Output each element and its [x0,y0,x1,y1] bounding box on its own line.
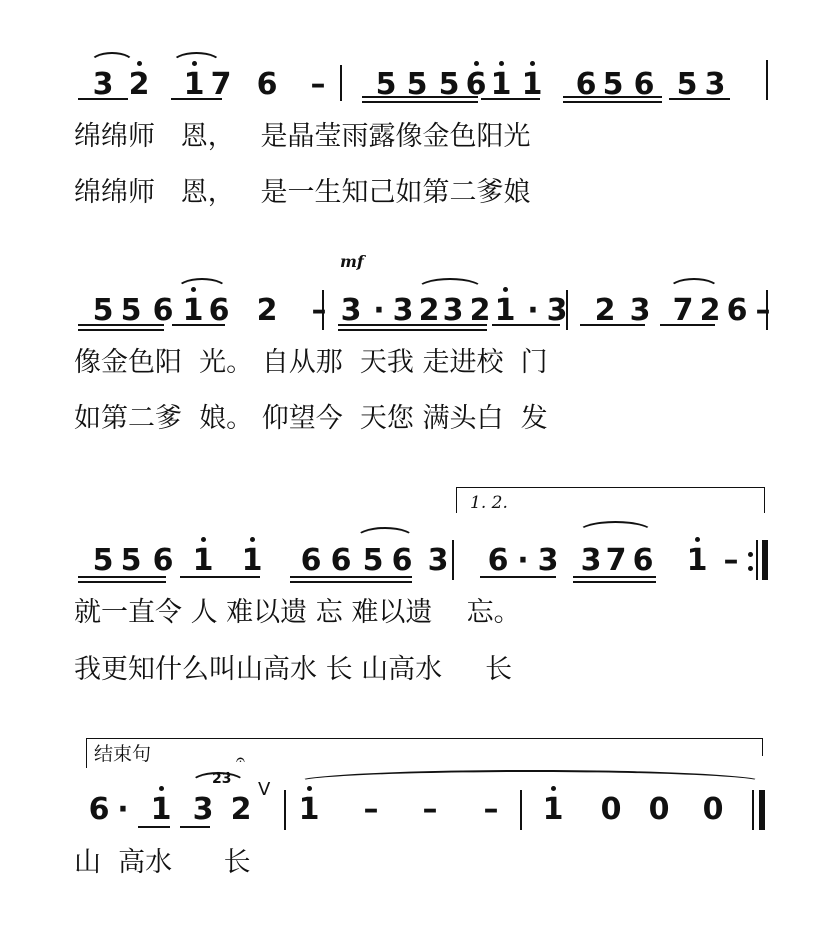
beam-underline [78,329,164,331]
beam-underline [78,576,166,578]
barline [766,60,768,100]
ending-right [762,738,763,756]
note: 3 [537,543,559,578]
note: 1 [686,543,708,578]
ending-line [86,738,762,739]
volta-line [456,487,764,488]
beam-underline [563,101,662,103]
note: – [723,543,739,578]
beam-underline [573,576,656,578]
breath-mark: V [258,779,271,800]
note: – [422,792,438,827]
note: 0 [648,792,670,827]
note: 1 [298,792,320,827]
volta-right [764,487,765,513]
beam-underline [408,324,487,326]
note: – [311,293,327,328]
octave-dot [551,786,556,791]
note: 7 [605,543,627,578]
note: 1 [494,293,516,328]
note: 3 [629,293,651,328]
repeat-dot [748,566,753,571]
note: 5 [92,543,114,578]
note: 1 [542,792,564,827]
beam-underline [408,329,487,331]
note: 6 [330,543,352,578]
note: 2 [128,67,150,102]
note: 6 [152,543,174,578]
octave-dot [474,61,479,66]
note: 6 [726,293,748,328]
slur [89,52,135,64]
note: 3 [704,67,726,102]
beam-underline [180,826,210,828]
note: 6 [88,792,110,827]
beam-underline [573,581,656,583]
note: · [527,293,539,328]
note: 3 [92,67,114,102]
note: 1 [182,293,204,328]
slur [416,278,484,290]
note: – [483,792,499,827]
note: 7 [210,67,232,102]
repeat-thin-bar [756,540,758,580]
note: 1 [490,67,512,102]
note: – [310,67,326,102]
note: 1 [150,792,172,827]
note: 3 [192,792,214,827]
note: 3 [442,293,464,328]
volta-label: 1. 2. [470,493,508,513]
grace-notes: 2̇3̇ [212,771,232,787]
note: 2 [256,293,278,328]
note: 7 [672,293,694,328]
beam-underline [338,324,408,326]
note: – [363,792,379,827]
note: 3 [546,293,568,328]
note: 0 [702,792,724,827]
lyrics-line-1: 就一直令 人 难以遗 忘 难以遗 忘。 [74,597,521,628]
octave-dot [499,61,504,66]
beam-underline [563,96,662,98]
note: 2 [418,293,440,328]
slur [577,521,654,533]
ending-left [86,738,87,768]
beam-underline [78,581,166,583]
lyrics-line-1: 山 高水 长 [74,847,251,878]
slur [176,278,228,290]
note: 6 [575,67,597,102]
beam-underline [480,576,556,578]
barline [520,790,522,830]
octave-dot [530,61,535,66]
final-thin-bar [752,790,754,830]
note: 2 [230,792,252,827]
barline [322,290,324,330]
beam-underline [580,324,645,326]
slur [668,278,720,290]
octave-dot [250,537,255,542]
note: 3 [580,543,602,578]
lyrics-line-2: 绵绵师 恩， 是一生知己如第二爹娘 [74,177,531,208]
repeat-thick-bar [762,540,768,580]
beam-underline [172,324,225,326]
lyrics-line-1: 绵绵师 恩， 是晶莹雨露像金色阳光 [74,121,531,152]
ending-label: 结束句 [94,743,152,765]
note: 1 [521,67,543,102]
octave-dot [307,786,312,791]
slur [296,770,764,782]
beam-underline [171,98,222,100]
slur [355,527,415,539]
volta-left [456,487,457,513]
note: 6 [391,543,413,578]
lyrics-line-1: 像金色阳 光。 自从那 天我 走进校 门 [74,347,548,378]
lyrics-line-2: 我更知什么叫山高水 长 山高水 长 [74,654,513,685]
octave-dot [201,537,206,542]
note: 3 [392,293,414,328]
note: 6 [633,67,655,102]
barline [452,540,454,580]
note: – [755,293,771,328]
fermata: 𝄐 [236,750,245,769]
beam-underline [362,101,478,103]
beam-underline [660,324,715,326]
note: 5 [375,67,397,102]
note: 6 [152,293,174,328]
note: 0 [600,792,622,827]
final-thick-bar [759,790,765,830]
barline [284,790,286,830]
note: 2 [469,293,491,328]
note: 6 [487,543,509,578]
beam-underline [669,98,730,100]
note: 5 [120,543,142,578]
beam-underline [362,96,478,98]
note: 5 [602,67,624,102]
note: 6 [465,67,487,102]
note: 2 [594,293,616,328]
note: · [373,293,385,328]
note: 3 [427,543,449,578]
beam-underline [481,98,540,100]
beam-underline [290,581,412,583]
note: 1 [183,67,205,102]
note: 5 [676,67,698,102]
note: 6 [208,293,230,328]
note: · [517,543,529,578]
barline [766,290,768,330]
note: 1 [241,543,263,578]
dynamics-mark: mf [340,252,364,271]
beam-underline [338,329,408,331]
octave-dot [695,537,700,542]
beam-underline [492,324,560,326]
note: 5 [120,293,142,328]
note: 6 [632,543,654,578]
beam-underline [180,576,260,578]
barline [340,65,342,101]
octave-dot [137,61,142,66]
note: 5 [92,293,114,328]
beam-underline [78,98,128,100]
note: 1 [192,543,214,578]
note: 6 [300,543,322,578]
repeat-dot [748,552,753,557]
beam-underline [290,576,412,578]
note: 6 [256,67,278,102]
lyrics-line-2: 如第二爹 娘。 仰望今 天您 满头白 发 [74,403,548,434]
note: 5 [438,67,460,102]
beam-underline [78,324,164,326]
note: 5 [362,543,384,578]
octave-dot [159,786,164,791]
octave-dot [503,287,508,292]
slur [171,52,222,64]
note: 3 [340,293,362,328]
note: · [117,792,129,827]
barline [566,290,568,330]
note: 2 [699,293,721,328]
beam-underline [138,826,170,828]
note: 5 [406,67,428,102]
